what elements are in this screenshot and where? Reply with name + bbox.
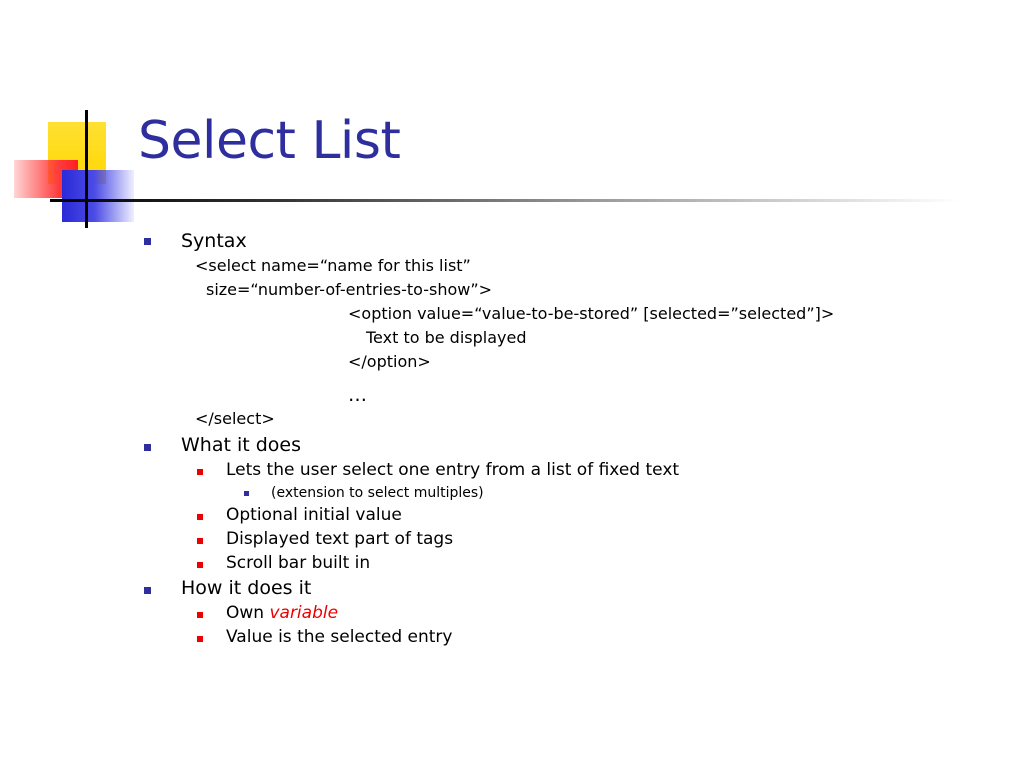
level3-bullet-icon — [244, 491, 249, 496]
code-line-option-open: <option value=“value-to-be-stored” [selected=”selected”]> — [348, 304, 835, 323]
level2-bullet-icon — [197, 562, 203, 568]
code-line-size-attr: size=“number-of-entries-to-show”> — [206, 280, 493, 299]
level2-bullet-icon — [197, 612, 203, 618]
bullet-what-it-does: What it does — [181, 434, 302, 456]
code-line-ellipsis: … — [348, 384, 367, 406]
code-line-select-close: </select> — [195, 409, 275, 428]
variable-highlight-text: variable — [269, 603, 339, 623]
sub-bullet-selected-entry: Value is the selected entry — [226, 627, 453, 647]
level2-bullet-icon — [197, 469, 203, 475]
code-line-select-open: <select name=“name for this list” — [195, 256, 471, 275]
sub-bullet-scroll-bar: Scroll bar built in — [226, 553, 371, 573]
level2-bullet-icon — [197, 538, 203, 544]
level1-bullet-icon — [144, 238, 151, 245]
code-line-option-close: </option> — [348, 352, 431, 371]
level1-bullet-icon — [144, 444, 151, 451]
level2-bullet-icon — [197, 636, 203, 642]
sub-bullet-displayed-text: Displayed text part of tags — [226, 529, 454, 549]
sub-bullet-select-one: Lets the user select one entry from a list of fixed text — [226, 460, 680, 480]
sub-sub-bullet-multiples: (extension to select multiples) — [271, 485, 484, 501]
bullet-how-it-does-it: How it does it — [181, 577, 312, 599]
bullet-syntax: Syntax — [181, 230, 247, 252]
code-line-option-text: Text to be displayed — [366, 328, 527, 347]
level1-bullet-icon — [144, 587, 151, 594]
sub-bullet-initial-value: Optional initial value — [226, 505, 402, 525]
level2-bullet-icon — [197, 514, 203, 520]
own-prefix-text: Own — [226, 603, 270, 623]
slide-title: Select List — [138, 111, 401, 171]
sub-bullet-own-variable — [226, 605, 338, 622]
